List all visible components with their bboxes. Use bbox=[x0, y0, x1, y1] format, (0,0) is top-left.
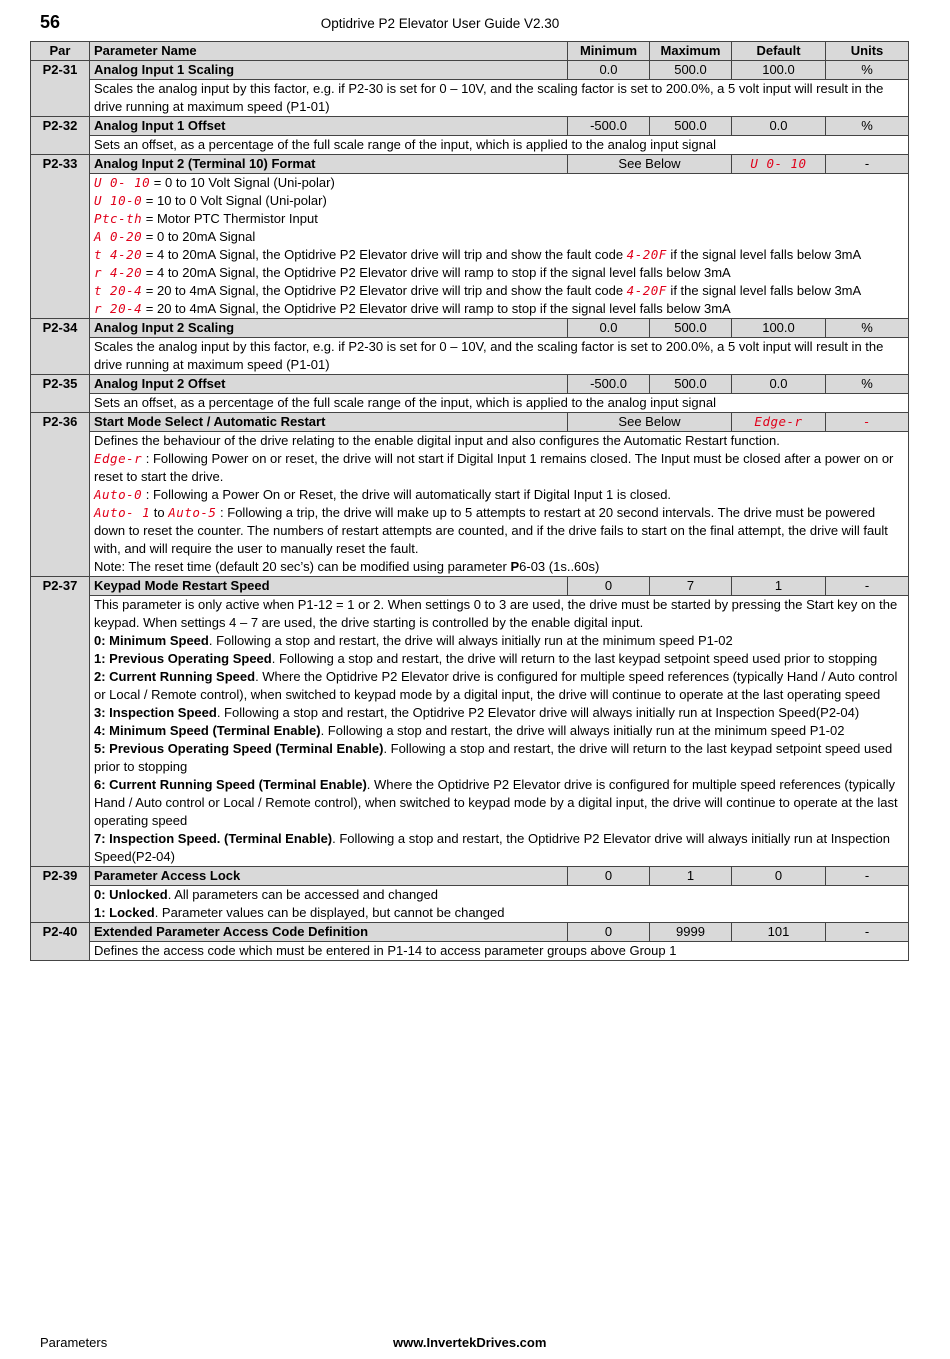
lcd-fault-code: 4-20F bbox=[626, 283, 667, 298]
option-text: = 4 to 20mA Signal, the Optidrive P2 Elevator drive will ramp to stop if the signal level falls below 3mA bbox=[142, 265, 731, 280]
table-row bbox=[31, 867, 909, 886]
param-id: P2-36 bbox=[31, 413, 90, 577]
option-text: : Following a trip, the drive will make up to 5 attempts to restart at 20 second intervals. The drive must be powered down to reset the counter. The numbers of restart attempts are counted, and if the drive fails to start on the final attempt, the drive will fault with, and will require the user to manually reset the fault. bbox=[94, 505, 888, 556]
param-units: - bbox=[826, 867, 909, 886]
param-name: Extended Parameter Access Code Definition bbox=[90, 923, 568, 942]
param-min: -500.0 bbox=[568, 117, 650, 136]
param-name: Analog Input 2 Scaling bbox=[90, 319, 568, 338]
reset-note: Note: The reset time (default 20 sec’s) can be modified using parameter P6-03 (1s..60s) bbox=[94, 559, 600, 574]
list-item: 0: Unlocked. All parameters can be accessed and changed bbox=[94, 887, 438, 902]
lcd-code: t 20-4 bbox=[94, 283, 143, 298]
footer-section-label: Parameters bbox=[40, 1335, 108, 1350]
header-maximum: Maximum bbox=[650, 42, 732, 61]
list-item: 4: Minimum Speed (Terminal Enable). Following a stop and restart, the drive will always initially run at the minimum speed P1-02 bbox=[94, 723, 845, 738]
lcd-code: A 0-20 bbox=[94, 229, 143, 244]
param-default-lcd: U 0- 10 bbox=[750, 156, 807, 171]
list-item: 1: Previous Operating Speed. Following a stop and restart, the drive will return to the last keypad setpoint speed used prior to stopping bbox=[94, 651, 878, 666]
option-text: = Motor PTC Thermistor Input bbox=[142, 211, 318, 226]
param-default: 100.0 bbox=[732, 319, 826, 338]
table-row bbox=[31, 577, 909, 596]
param-default: 0 bbox=[732, 867, 826, 886]
param-range: See Below bbox=[568, 413, 732, 432]
param-id: P2-33 bbox=[31, 155, 90, 319]
option-text: to bbox=[150, 505, 169, 520]
list-item: 0: Minimum Speed. Following a stop and restart, the drive will always initially run at the minimum speed P1-02 bbox=[94, 633, 733, 648]
param-default-lcd: Edge-r bbox=[754, 414, 803, 429]
param-name: Keypad Mode Restart Speed bbox=[90, 577, 568, 596]
option-text: if the signal level falls below 3mA bbox=[666, 247, 862, 262]
header-minimum: Minimum bbox=[568, 42, 650, 61]
lcd-code: t 4-20 bbox=[94, 247, 143, 262]
lcd-code: r 20-4 bbox=[94, 301, 143, 316]
param-description bbox=[90, 596, 909, 867]
param-default: 0.0 bbox=[732, 117, 826, 136]
param-id: P2-31 bbox=[31, 61, 90, 117]
param-min: 0 bbox=[568, 923, 650, 942]
param-max: 7 bbox=[650, 577, 732, 596]
param-id: P2-40 bbox=[31, 923, 90, 961]
page-number: 56 bbox=[40, 12, 61, 32]
param-range: See Below bbox=[568, 155, 732, 174]
description-intro: Defines the behaviour of the drive relating to the enable digital input and also configures the Automatic Restart function. bbox=[94, 433, 780, 448]
option-text: : Following Power on or reset, the drive will not start if Digital Input 1 remains closed. The Input must be closed after a power on or reset to start the drive. bbox=[94, 451, 894, 484]
param-id: P2-39 bbox=[31, 867, 90, 923]
param-name: Parameter Access Lock bbox=[90, 867, 568, 886]
lcd-fault-code: 4-20F bbox=[626, 247, 667, 262]
option-text: if the signal level falls below 3mA bbox=[666, 283, 862, 298]
param-units: - bbox=[826, 923, 909, 942]
list-item: 6: Current Running Speed (Terminal Enable). Where the Optidrive P2 Elevator drive is configured for multiple speed references (typically Hand / Auto control or Local / Remote control), when switched to keypad mode by a digital input, the drive will continue to operate at the last operating speed bbox=[94, 777, 898, 828]
param-units: - bbox=[826, 155, 909, 174]
param-description: Sets an offset, as a percentage of the full scale range of the input, which is applied to the analog input signal bbox=[90, 136, 909, 155]
param-id: P2-32 bbox=[31, 117, 90, 155]
param-name: Analog Input 1 Scaling bbox=[90, 61, 568, 80]
param-name: Analog Input 2 Offset bbox=[90, 375, 568, 394]
param-description: Defines the access code which must be entered in P1-14 to access parameter groups above Group 1 bbox=[90, 942, 909, 961]
lcd-code: r 4-20 bbox=[94, 265, 143, 280]
lcd-code: U 10-0 bbox=[94, 193, 143, 208]
param-max: 1 bbox=[650, 867, 732, 886]
param-max: 500.0 bbox=[650, 375, 732, 394]
param-max: 500.0 bbox=[650, 319, 732, 338]
param-description bbox=[90, 432, 909, 577]
param-default: 0.0 bbox=[732, 375, 826, 394]
param-default: 100.0 bbox=[732, 61, 826, 80]
param-max: 9999 bbox=[650, 923, 732, 942]
param-description bbox=[90, 886, 909, 923]
list-item: 2: Current Running Speed. Where the Optidrive P2 Elevator drive is configured for multiple speed references (typically Hand / Auto control or Local / Remote control), when switched to keypad mode by a digital input, the drive will continue to operate at the last operating speed bbox=[94, 669, 898, 702]
option-text: = 4 to 20mA Signal, the Optidrive P2 Elevator drive will trip and show the fault code bbox=[142, 247, 627, 262]
option-text: = 0 to 10 Volt Signal (Uni-polar) bbox=[150, 175, 335, 190]
param-name: Start Mode Select / Automatic Restart bbox=[90, 413, 568, 432]
list-item: 7: Inspection Speed. (Terminal Enable). Following a stop and restart, the Optidrive P2 Elevator drive will always initially run at Inspection Speed(P2-04) bbox=[94, 831, 890, 864]
param-units: % bbox=[826, 117, 909, 136]
param-description: Scales the analog input by this factor, e.g. if P2-30 is set for 0 – 10V, and the scaling factor is set to 200.0%, a 5 volt input will result in the drive running at maximum speed (P1-01) bbox=[90, 80, 909, 117]
table-row bbox=[31, 923, 909, 942]
param-description: Scales the analog input by this factor, e.g. if P2-30 is set for 0 – 10V, and the scaling factor is set to 200.0%, a 5 volt input will result in the drive running at maximum speed (P1-01) bbox=[90, 338, 909, 375]
lcd-code: Auto- 1 bbox=[94, 505, 151, 520]
param-description bbox=[90, 174, 909, 319]
lcd-code: Edge-r bbox=[94, 451, 143, 466]
param-name: Analog Input 1 Offset bbox=[90, 117, 568, 136]
param-id: P2-37 bbox=[31, 577, 90, 867]
description-intro: This parameter is only active when P1-12 = 1 or 2. When settings 0 to 3 are used, the drive must be started by pressing the Start key on the keypad. When settings 4 – 7 are used, the drive starting is controlled by the enable digital input. bbox=[94, 597, 898, 630]
lcd-code: Auto-5 bbox=[168, 505, 217, 520]
param-max: 500.0 bbox=[650, 117, 732, 136]
header-par: Par bbox=[31, 42, 90, 61]
parameter-table bbox=[30, 41, 909, 961]
table-row bbox=[31, 413, 909, 432]
param-name: Analog Input 2 (Terminal 10) Format bbox=[90, 155, 568, 174]
param-max: 500.0 bbox=[650, 61, 732, 80]
header-parameter-name: Parameter Name bbox=[90, 42, 568, 61]
table-row bbox=[31, 61, 909, 80]
param-min: -500.0 bbox=[568, 375, 650, 394]
list-item: 3: Inspection Speed. Following a stop and restart, the Optidrive P2 Elevator drive will always initially run at Inspection Speed(P2-04) bbox=[94, 705, 860, 720]
param-min: 0 bbox=[568, 577, 650, 596]
lcd-code: Ptc-th bbox=[94, 211, 143, 226]
param-default: 101 bbox=[732, 923, 826, 942]
option-text: = 10 to 0 Volt Signal (Uni-polar) bbox=[142, 193, 327, 208]
param-min: 0.0 bbox=[568, 61, 650, 80]
param-units: % bbox=[826, 61, 909, 80]
option-text: = 20 to 4mA Signal, the Optidrive P2 Elevator drive will ramp to stop if the signal level falls below 3mA bbox=[142, 301, 731, 316]
table-row bbox=[31, 117, 909, 136]
option-text: = 0 to 20mA Signal bbox=[142, 229, 256, 244]
param-default: 1 bbox=[732, 577, 826, 596]
param-min: 0.0 bbox=[568, 319, 650, 338]
option-text: : Following a Power On or Reset, the drive will automatically start if Digital Input 1 is closed. bbox=[142, 487, 672, 502]
param-units-lcd: - bbox=[862, 414, 872, 429]
param-units: - bbox=[826, 577, 909, 596]
param-description: Sets an offset, as a percentage of the full scale range of the input, which is applied to the analog input signal bbox=[90, 394, 909, 413]
footer-website: www.InvertekDrives.com bbox=[393, 1335, 547, 1350]
lcd-code: Auto-0 bbox=[94, 487, 143, 502]
header-default: Default bbox=[732, 42, 826, 61]
option-text: = 20 to 4mA Signal, the Optidrive P2 Elevator drive will trip and show the fault code bbox=[142, 283, 627, 298]
param-units: % bbox=[826, 375, 909, 394]
table-header-row bbox=[31, 42, 909, 61]
header-units: Units bbox=[826, 42, 909, 61]
table-row bbox=[31, 155, 909, 174]
lcd-code: U 0- 10 bbox=[94, 175, 151, 190]
list-item: 5: Previous Operating Speed (Terminal Enable). Following a stop and restart, the drive will return to the last keypad setpoint speed used prior to stopping bbox=[94, 741, 893, 774]
param-id: P2-34 bbox=[31, 319, 90, 375]
table-row bbox=[31, 375, 909, 394]
table-row bbox=[31, 319, 909, 338]
param-id: P2-35 bbox=[31, 375, 90, 413]
list-item: 1: Locked. Parameter values can be displayed, but cannot be changed bbox=[94, 905, 505, 920]
document-title: Optidrive P2 Elevator User Guide V2.30 bbox=[320, 16, 560, 31]
param-units: % bbox=[826, 319, 909, 338]
param-min: 0 bbox=[568, 867, 650, 886]
